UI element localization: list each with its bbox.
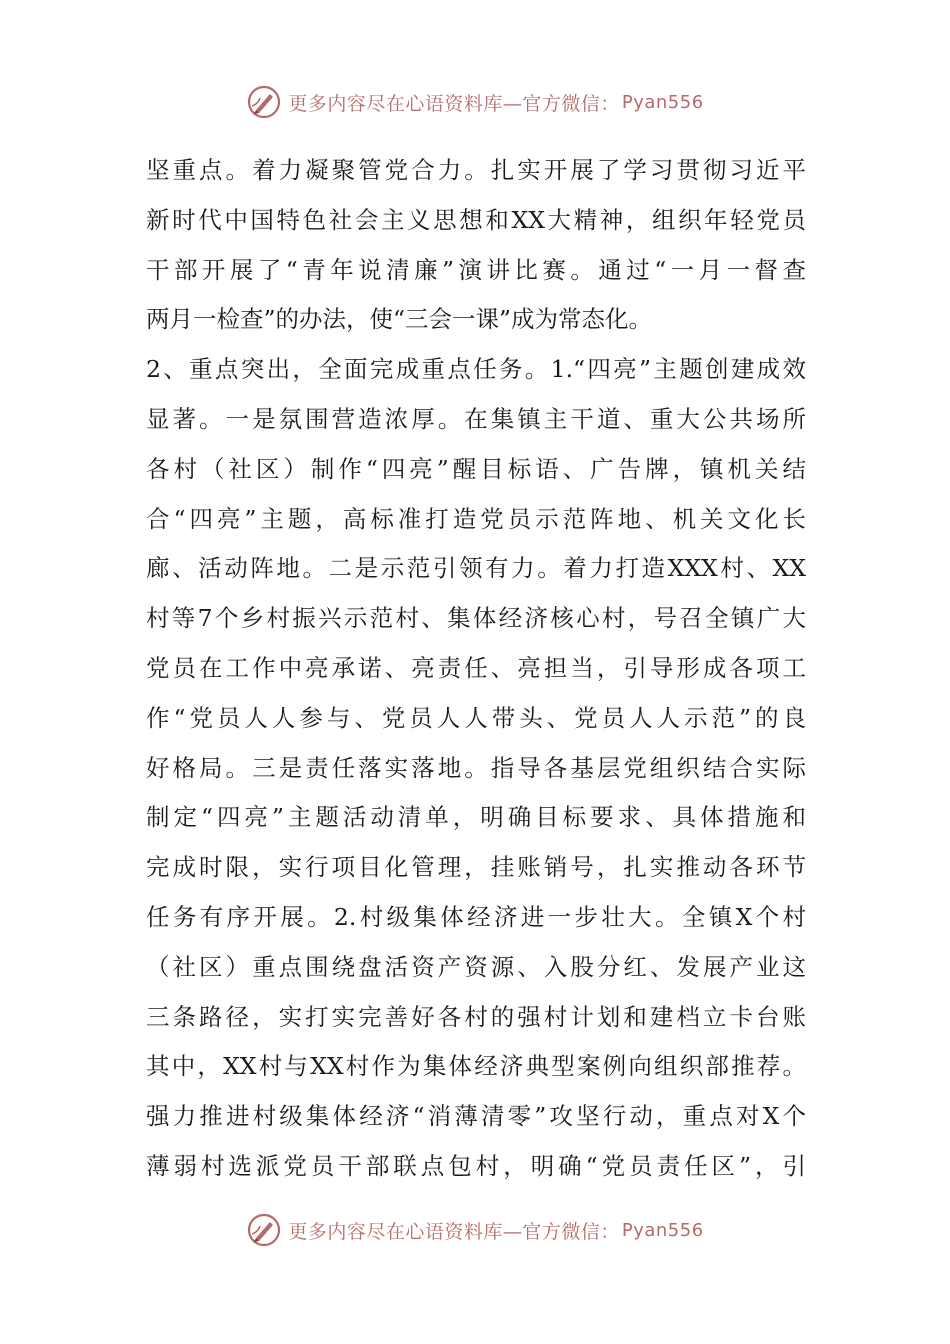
text-line: 两月一检查”的办法，使“三会一课”成为常态化。 — [146, 305, 653, 334]
text-line: 2、重点突出，全面完成重点任务。1.“四亮”主题创建成效 — [146, 355, 806, 384]
header-banner-id: Pyan556 — [621, 91, 704, 113]
footer-banner — [0, 1210, 950, 1250]
header-banner-text: 更多内容尽在心语资料库—官方微信： — [288, 92, 620, 115]
text-line: 合“四亮”主题，高标准打造党员示范阵地、机关文化长 — [146, 504, 806, 533]
text-line: 薄弱村选派党员干部联点包村，明确“党员责任区”，引 — [146, 1151, 806, 1180]
text-line: 制定“四亮”主题活动清单，明确目标要求、具体措施和 — [146, 803, 806, 832]
text-line: 其中，XX村与XX村作为集体经济典型案例向组织部推荐。 — [146, 1052, 806, 1081]
pen-logo-icon — [246, 1212, 282, 1248]
text-line: 干部开展了“青年说清廉”演讲比赛。通过“一月一督查 — [146, 255, 806, 284]
text-line: 新时代中国特色社会主义思想和XX大精神，组织年轻党员 — [146, 205, 806, 234]
text-line: 党员在工作中亮承诺、亮责任、亮担当，引导形成各项工 — [146, 653, 806, 682]
text-line: 各村（社区）制作“四亮”醒目标语、广告牌，镇机关结 — [146, 454, 806, 483]
text-line: 显著。一是氛围营造浓厚。在集镇主干道、重大公共场所 — [146, 404, 806, 433]
text-line: （社区）重点围绕盘活资产资源、入股分红、发展产业这 — [146, 952, 806, 981]
text-line: 好格局。三是责任落实落地。指导各基层党组织结合实际 — [146, 753, 806, 782]
text-line: 三条路径，实打实完善好各村的强村计划和建档立卡台账 — [146, 1002, 806, 1031]
footer-banner-text: 更多内容尽在心语资料库—官方微信： — [288, 1220, 620, 1243]
text-line: 强力推进村级集体经济“消薄清零”攻坚行动，重点对X个 — [146, 1102, 806, 1131]
footer-banner-id: Pyan556 — [621, 1219, 704, 1241]
text-line: 村等7个乡村振兴示范村、集体经济核心村，号召全镇广大 — [146, 604, 806, 633]
text-line: 廊、活动阵地。二是示范引领有力。着力打造XXX村、XX — [146, 554, 806, 583]
pen-logo-icon — [246, 84, 282, 120]
text-line: 坚重点。着力凝聚管党合力。扎实开展了学习贯彻习近平 — [146, 156, 806, 184]
header-banner — [0, 82, 950, 122]
text-line: 任务有序开展。2.村级集体经济进一步壮大。全镇X个村 — [146, 902, 806, 931]
document-body — [146, 146, 806, 1192]
text-line: 作“党员人人参与、党员人人带头、党员人人示范”的良 — [146, 703, 806, 732]
text-line: 完成时限，实行项目化管理，挂账销号，扎实推动各环节 — [146, 853, 806, 882]
